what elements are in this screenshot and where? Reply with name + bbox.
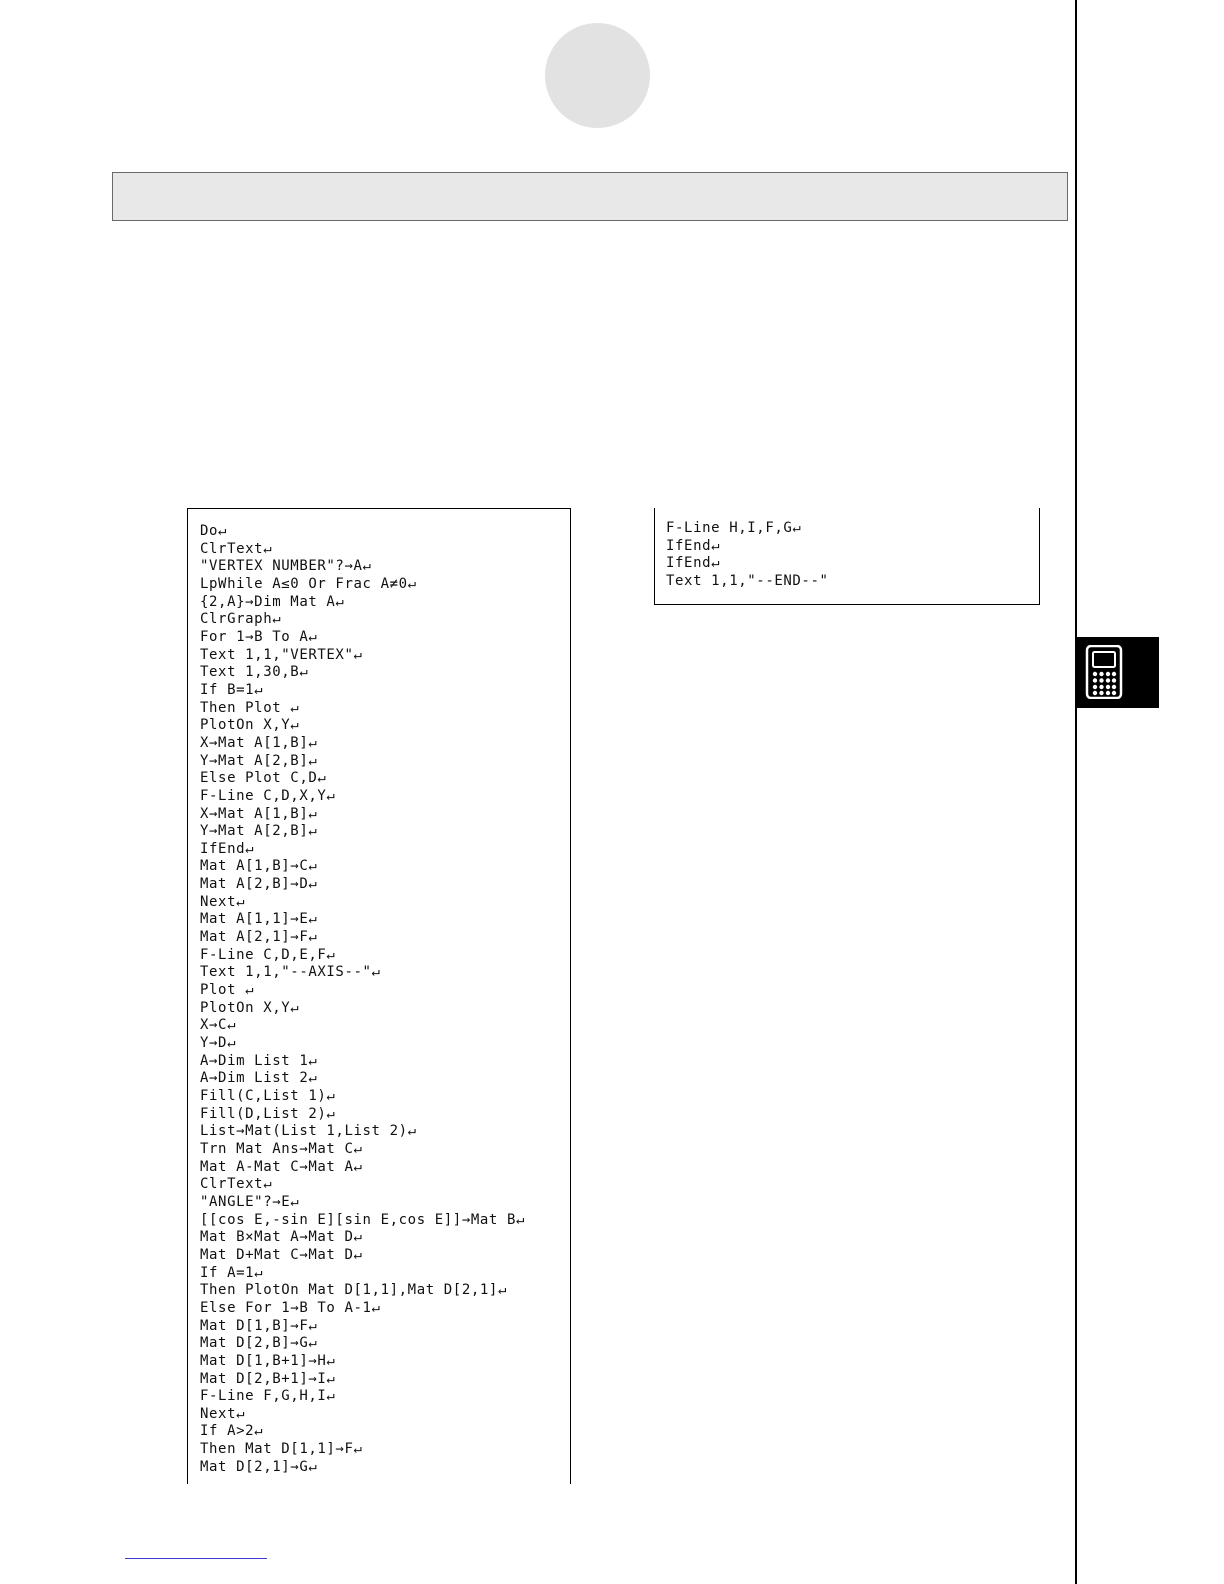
code-line: Then PlotOn Mat D[1,1],Mat D[2,1]↵	[200, 1282, 507, 1299]
page-edge-rule	[1075, 0, 1077, 1584]
code-line: Plot ↵	[200, 982, 255, 999]
code-line: Mat A[2,B]→D↵	[200, 876, 318, 893]
code-line: F-Line H,I,F,G↵	[666, 520, 802, 536]
code-line: "VERTEX NUMBER"?→A↵	[200, 558, 372, 575]
code-line: LpWhile A≤0 Or Frac A≠0↵	[200, 575, 417, 592]
code-line: Mat A[1,1]→E↵	[200, 911, 318, 928]
program-code-left	[200, 523, 525, 1476]
program-code-right	[666, 520, 829, 591]
code-line: PlotOn X,Y↵	[200, 999, 300, 1016]
code-line: Text 1,1,"--END--"	[666, 572, 829, 589]
code-line: X→Mat A[1,B]↵	[200, 805, 318, 822]
code-line: ClrText↵	[200, 540, 273, 557]
code-line: Mat D[2,B+1]→I↵	[200, 1370, 336, 1387]
code-line: Else For 1→B To A-1↵	[200, 1299, 381, 1316]
code-line: Fill(D,List 2)↵	[200, 1105, 336, 1122]
program-listing-left	[187, 508, 571, 1484]
code-line: [[cos E,-sin E][sin E,cos E]]→Mat B↵	[200, 1211, 526, 1228]
code-line: A→Dim List 2↵	[200, 1070, 318, 1087]
code-line: If A>2↵	[200, 1423, 264, 1440]
code-line: Mat A-Mat C→Mat A↵	[200, 1158, 363, 1175]
code-line: If B=1↵	[200, 681, 264, 698]
code-line: Y→Mat A[2,B]↵	[200, 823, 318, 840]
code-line: Do↵	[200, 523, 228, 539]
code-line: PlotOn X,Y↵	[200, 717, 300, 734]
code-line: Text 1,30,B↵	[200, 664, 309, 681]
code-line: {2,A}→Dim Mat A↵	[200, 593, 345, 610]
code-line: Mat D[2,B]→G↵	[200, 1335, 318, 1352]
code-line: If A=1↵	[200, 1264, 264, 1281]
code-line: Mat D[1,B]→F↵	[200, 1317, 318, 1334]
chapter-side-tab	[1077, 637, 1159, 708]
code-line: ClrText↵	[200, 1176, 273, 1193]
footer-link-underline[interactable]	[125, 1558, 267, 1559]
code-line: Mat B×Mat A→Mat D↵	[200, 1229, 363, 1246]
code-line: Mat D[2,1]→G↵	[200, 1458, 318, 1475]
code-line: Then Plot ↵	[200, 699, 300, 716]
code-line: X→Mat A[1,B]↵	[200, 734, 318, 751]
code-line: Text 1,1,"--AXIS--"↵	[200, 964, 381, 981]
code-line: Else Plot C,D↵	[200, 770, 327, 787]
code-line: IfEnd↵	[666, 537, 721, 554]
chapter-number-circle	[545, 23, 650, 128]
code-line: Mat D+Mat C→Mat D↵	[200, 1246, 363, 1263]
program-listing-right	[654, 508, 1040, 605]
code-line: Next↵	[200, 893, 246, 910]
code-line: For 1→B To A↵	[200, 628, 318, 645]
code-line: Next↵	[200, 1405, 246, 1422]
code-line: Mat A[1,B]→C↵	[200, 858, 318, 875]
section-title-band	[112, 172, 1068, 221]
code-line: F-Line C,D,X,Y↵	[200, 787, 336, 804]
code-line: "ANGLE"?→E↵	[200, 1193, 300, 1210]
code-line: Y→Mat A[2,B]↵	[200, 752, 318, 769]
calculator-icon	[1085, 645, 1123, 699]
code-line: IfEnd↵	[200, 840, 255, 857]
code-line: Then Mat D[1,1]→F↵	[200, 1441, 363, 1458]
code-line: F-Line C,D,E,F↵	[200, 946, 336, 963]
code-line: Mat A[2,1]→F↵	[200, 929, 318, 946]
code-line: Y→D↵	[200, 1035, 237, 1052]
code-line: F-Line F,G,H,I↵	[200, 1388, 336, 1405]
code-line: A→Dim List 1↵	[200, 1052, 318, 1069]
code-line: X→C↵	[200, 1017, 237, 1034]
code-line: IfEnd↵	[666, 555, 721, 572]
code-line: List→Mat(List 1,List 2)↵	[200, 1123, 417, 1140]
code-line: Fill(C,List 1)↵	[200, 1088, 336, 1104]
code-line: Mat D[1,B+1]→H↵	[200, 1352, 336, 1369]
code-line: Text 1,1,"VERTEX"↵	[200, 646, 363, 663]
code-line: ClrGraph↵	[200, 611, 282, 628]
code-line: Trn Mat Ans→Mat C↵	[200, 1140, 363, 1157]
